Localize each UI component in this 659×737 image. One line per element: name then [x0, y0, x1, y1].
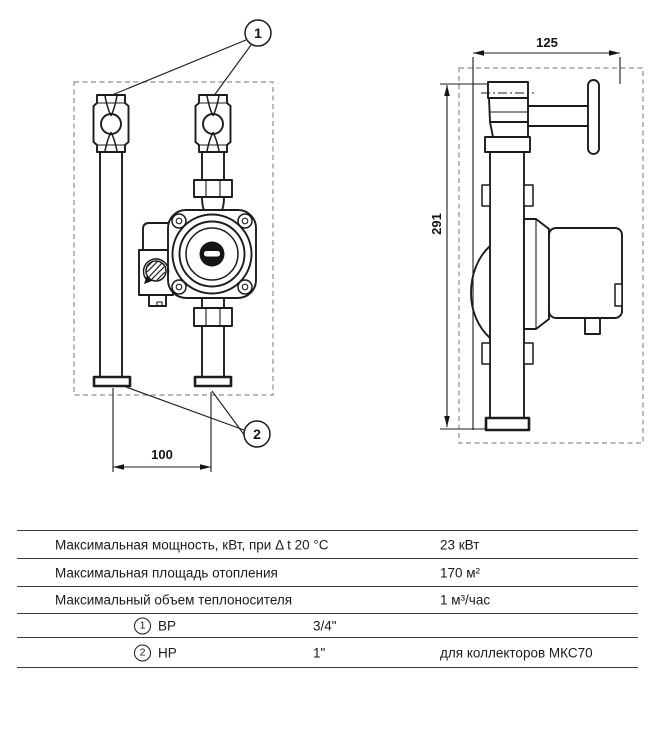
pump-volute-side [471, 246, 490, 338]
callout-2 [244, 421, 270, 447]
param-name: НР [158, 645, 177, 660]
param-value: 23 кВт [440, 537, 480, 552]
circled-number: 2 [134, 644, 151, 661]
param-name: Максимальная площадь отопления [55, 565, 278, 580]
param-name: Максимальный объем теплоносителя [55, 592, 293, 608]
spec-row [17, 559, 638, 587]
param-name: ВР [158, 618, 177, 633]
cable-gland [615, 284, 622, 306]
pipe-left [94, 152, 130, 386]
param-value: 170 м² [440, 565, 481, 580]
pump-motor-box [549, 228, 622, 318]
spec-row [17, 531, 638, 559]
motor-tab [585, 318, 600, 334]
callout-1-leaders [112, 40, 251, 97]
ball-valve-side [481, 80, 599, 154]
callout-1 [245, 20, 271, 46]
callout-1-label: 1 [254, 25, 262, 41]
pump-screw-cap [200, 242, 225, 267]
param-value: для коллекторов МКС70 [440, 645, 593, 660]
spec-row [17, 614, 638, 638]
circulation-pump-side [524, 219, 622, 334]
ball-valve-right-front [196, 95, 231, 152]
front-view [74, 20, 273, 472]
spec-row [17, 587, 638, 614]
side-view [429, 35, 643, 443]
dim-100-label: 100 [151, 447, 173, 462]
union-nut-top [194, 180, 232, 197]
union-nut-bottom [194, 308, 232, 326]
circulation-pump-front [168, 210, 256, 298]
dim-291-label: 291 [429, 213, 444, 235]
param-size: 1" [313, 645, 326, 660]
dimension-height [429, 84, 487, 429]
ball-valve-left-front [94, 95, 129, 152]
dim-125-label: 125 [536, 35, 558, 50]
param-size: 3/4" [313, 618, 337, 633]
spec-table [17, 530, 638, 668]
circled-number: 1 [134, 617, 151, 634]
flange-cap-side [486, 418, 529, 430]
spec-row [17, 638, 638, 668]
param-value: 1 м³/час [440, 592, 491, 608]
valve-handle-side [528, 80, 599, 154]
param-name: Максимальная мощность, кВт, при Δ t 20 °C [55, 537, 329, 552]
flange-cap-left [94, 377, 130, 386]
flange-cap-right [195, 377, 231, 386]
callout-2-label: 2 [253, 426, 261, 442]
